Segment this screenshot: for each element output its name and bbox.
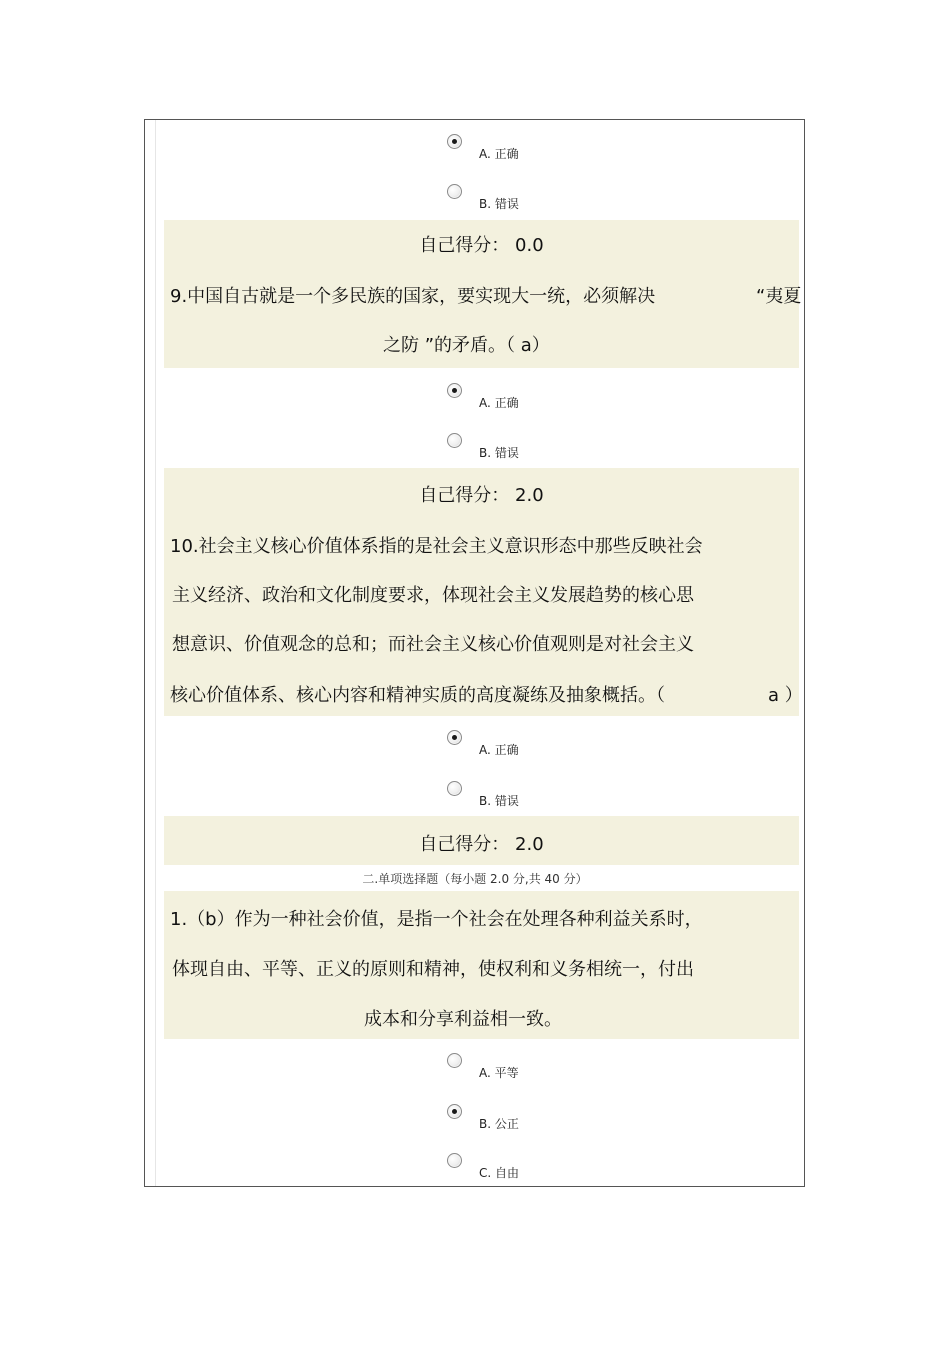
- q9-question-panel: [164, 220, 802, 368]
- q9-option-a[interactable]: [447, 383, 567, 413]
- s1-text-line-1: 1.（b）作为一种社会价值，是指一个社会在处理各种利益关系时，: [170, 909, 703, 930]
- radio-checked-icon[interactable]: [447, 730, 462, 745]
- q10-text-line-4: 核心价值体系、核心内容和精神实质的高度凝练及抽象概括。（: [170, 685, 665, 706]
- frame-inner-divider: [155, 120, 156, 1186]
- s1-text-line-3: 成本和分享利益相一致。: [364, 1009, 562, 1030]
- q10-option-a[interactable]: [447, 730, 567, 760]
- q9-text-line-1b: “夷夏: [756, 286, 802, 307]
- s1-text-line-2: 体现自由、平等、正义的原则和精神，使权利和义务相统一，付出: [172, 959, 694, 980]
- radio-checked-icon[interactable]: [447, 1104, 462, 1119]
- option-label: A. 正确: [479, 743, 519, 757]
- q10-option-b[interactable]: [447, 781, 567, 811]
- option-label: C. 自由: [479, 1166, 520, 1180]
- radio-checked-icon[interactable]: [447, 383, 462, 398]
- radio-unchecked-icon[interactable]: [447, 781, 462, 796]
- s1-option-c[interactable]: [447, 1153, 567, 1183]
- option-label: B. 公正: [479, 1117, 519, 1131]
- option-label: A. 正确: [479, 396, 519, 410]
- radio-unchecked-icon[interactable]: [447, 1153, 462, 1168]
- option-label: B. 错误: [479, 794, 519, 808]
- q9-score: 自己得分： 2.0: [419, 485, 544, 506]
- option-label: B. 错误: [479, 446, 519, 460]
- s1-option-a[interactable]: [447, 1053, 567, 1083]
- q8-option-b[interactable]: [447, 184, 567, 214]
- s1-option-b[interactable]: [447, 1104, 567, 1134]
- q10-text-line-4b: a ）: [768, 685, 803, 706]
- q10-text-line-2: 主义经济、政治和文化制度要求，体现社会主义发展趋势的核心思: [172, 585, 694, 606]
- q9-option-b[interactable]: [447, 433, 567, 463]
- radio-unchecked-icon[interactable]: [447, 433, 462, 448]
- radio-unchecked-icon[interactable]: [447, 184, 462, 199]
- section-title: 二.单项选择题（每小题 2.0 分,共 40 分）: [362, 872, 588, 886]
- option-label: A. 正确: [479, 147, 519, 161]
- q10-score-panel: [164, 816, 799, 865]
- q9-text-line-2: 之防 ”的矛盾。（ a）: [383, 335, 550, 356]
- q8-option-a[interactable]: [447, 134, 567, 164]
- q10-text-line-1: 10.社会主义核心价值体系指的是社会主义意识形态中那些反映社会: [170, 536, 703, 557]
- q8-score: 自己得分： 0.0: [419, 235, 544, 256]
- q10-text-line-3: 想意识、价值观念的总和；而社会主义核心价值观则是对社会主义: [172, 634, 694, 655]
- q9-text-line-1: 9.中国自古就是一个多民族的国家，要实现大一统，必须解决: [170, 286, 656, 307]
- option-label: A. 平等: [479, 1066, 519, 1080]
- s1-question-panel: [164, 891, 799, 1039]
- q10-question-panel: [164, 468, 803, 716]
- option-label: B. 错误: [479, 197, 519, 211]
- radio-checked-icon[interactable]: [447, 134, 462, 149]
- radio-unchecked-icon[interactable]: [447, 1053, 462, 1068]
- q10-score: 自己得分： 2.0: [419, 834, 544, 855]
